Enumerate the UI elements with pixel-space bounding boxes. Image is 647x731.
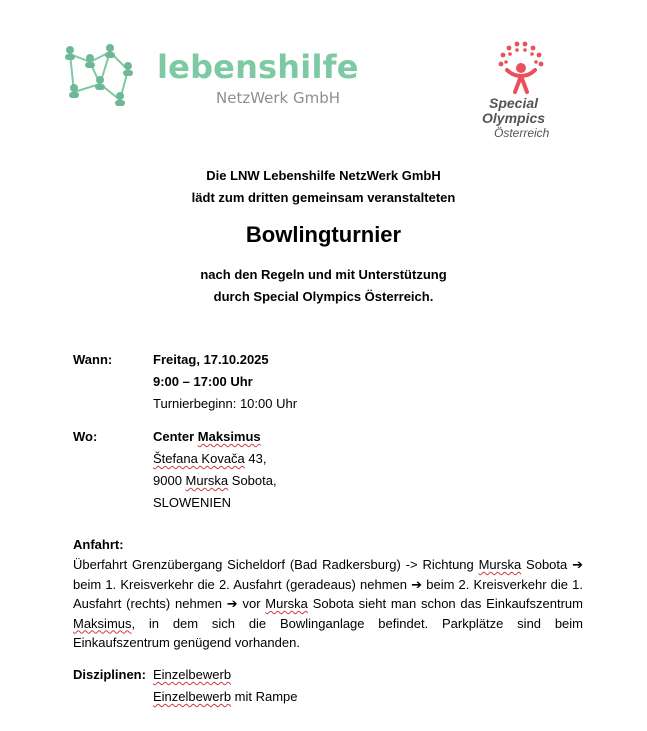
special-olympics-text-olympics: Olympics xyxy=(482,110,546,126)
special-olympics-text-country: Österreich xyxy=(494,126,550,140)
lebenshilfe-logo xyxy=(60,40,359,110)
venue-street: Štefana Kovača 43, xyxy=(153,451,267,466)
arrow-right-icon: ➔ xyxy=(572,557,583,572)
lebenshilfe-wordmark: lebenshilfe xyxy=(157,48,359,86)
arrow-right-icon: ➔ xyxy=(411,576,423,592)
event-time: 9:00 – 17:00 Uhr xyxy=(153,374,253,389)
arrow-right-icon: ➔ xyxy=(226,596,238,611)
special-olympics-logo xyxy=(480,40,575,140)
special-olympics-figure-icon xyxy=(493,40,549,96)
intro-line-4: durch Special Olympics Österreich. xyxy=(213,289,434,304)
tournament-start: Turnierbeginn: 10:00 Uhr xyxy=(153,396,298,411)
venue-country: SLOWENIEN xyxy=(153,495,232,510)
special-olympics-text-special: Special xyxy=(489,95,539,111)
event-date: Freitag, 17.10.2025 xyxy=(153,352,269,367)
intro-line-3: nach den Regeln und mit Unterstützung xyxy=(200,267,447,282)
wo-label: Wo: xyxy=(73,429,98,444)
event-title: Bowlingturnier xyxy=(245,222,402,247)
lebenshilfe-subtitle: NetzWerk GmbH xyxy=(216,89,341,107)
network-people-icon xyxy=(60,40,140,110)
anfahrt-label: Anfahrt: xyxy=(73,537,124,552)
intro-line-1: Die LNW Lebenshilfe NetzWerk GmbH xyxy=(206,168,441,183)
wann-label: Wann: xyxy=(73,352,113,367)
venue-name: Center Maksimus xyxy=(153,429,261,444)
discipline-item: Einzelbewerb xyxy=(153,667,232,682)
directions-paragraph: Überfahrt Grenzübergang Sicheldorf (Bad Radkersburg) -> Richtung Murska Sobota ➔ beim 1. Kreisverkehr die 2. Ausfahrt (geradeaus) nehmen ➔ beim 2. Kreisverkehr die 1. Ausfahrt (rechts) nehmen ➔ vor Murska Sobota sieht man schon das Einkaufszentrum Maksimus, in dem sich die Bowlinganlage befindet. Parkplätze sind beim Einkaufszentrum genügend vorhanden. xyxy=(73,557,584,650)
discipline-item: Einzelbewerb mit Rampe xyxy=(153,689,298,704)
venue-city: 9000 Murska Sobota, xyxy=(153,473,277,488)
disziplinen-label: Disziplinen: xyxy=(73,667,146,682)
intro-line-2: lädt zum dritten gemeinsam veranstalteten xyxy=(191,190,456,205)
